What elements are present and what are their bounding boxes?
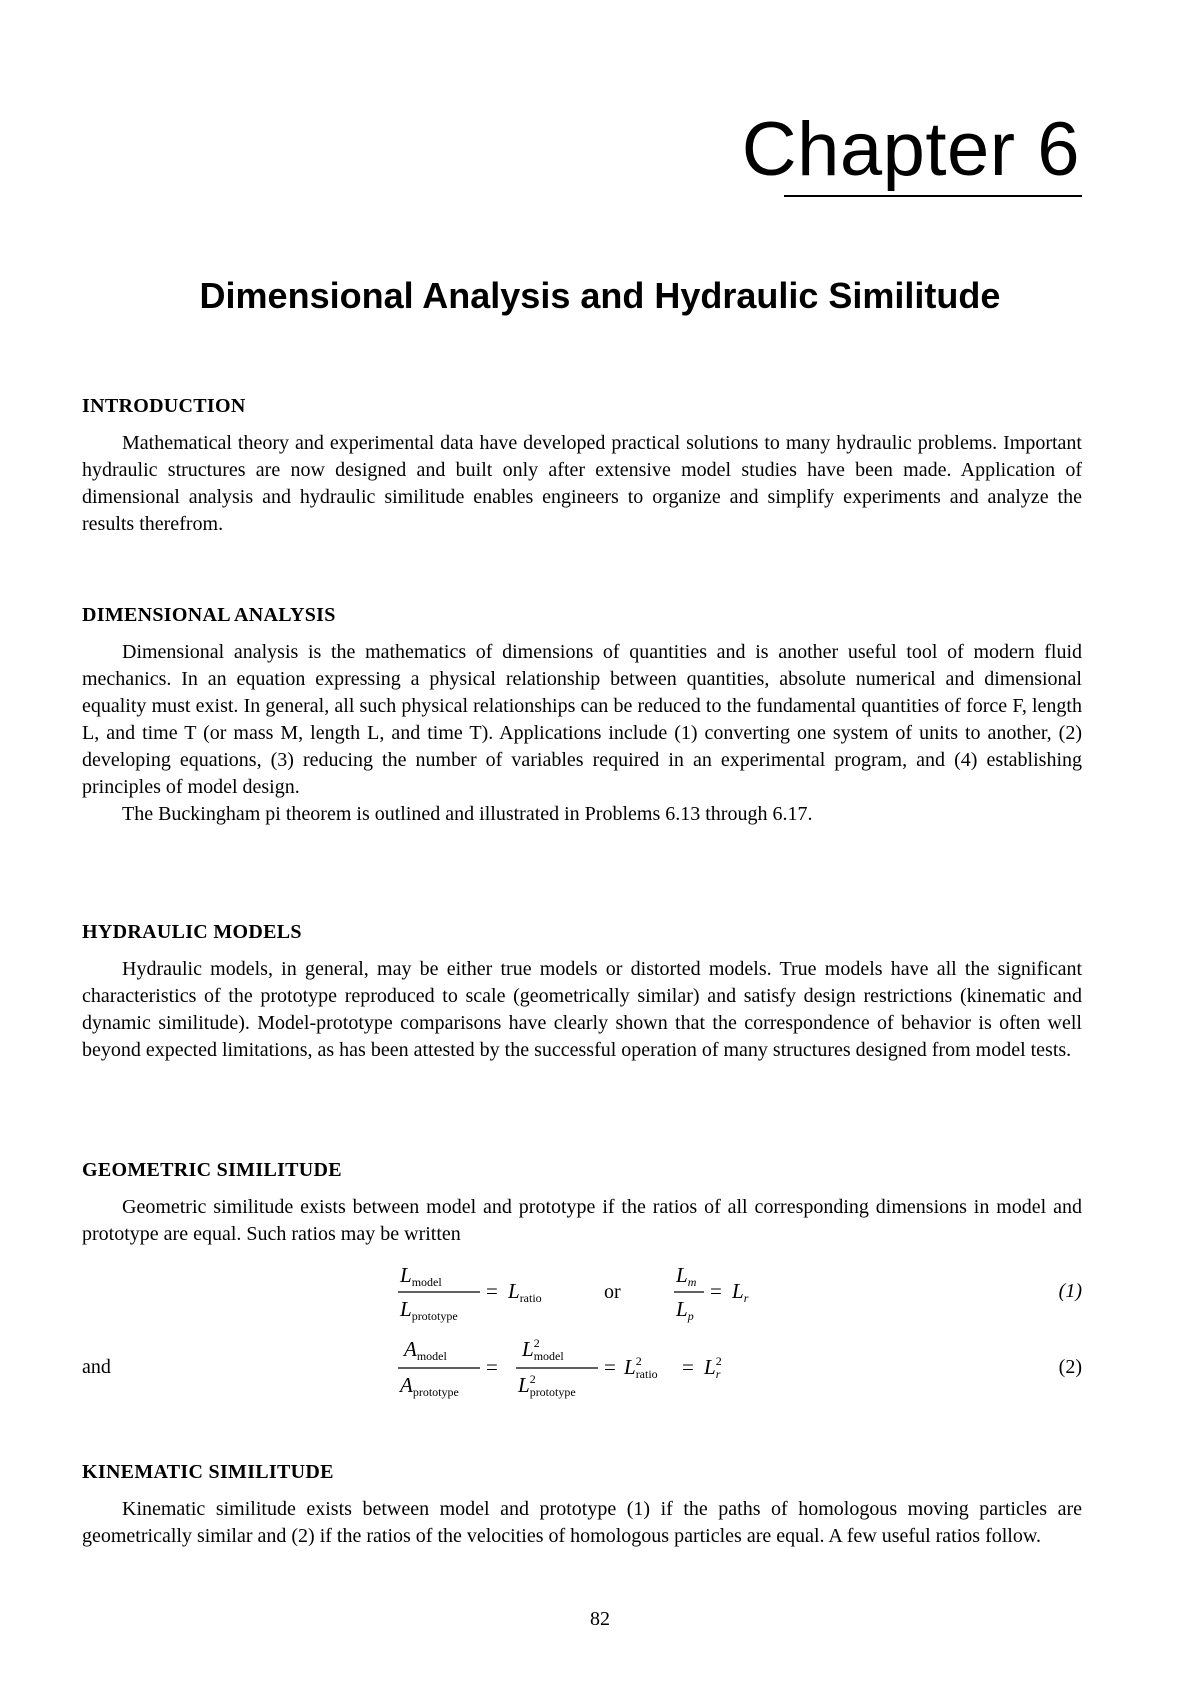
- section-heading: HYDRAULIC MODELS: [82, 921, 302, 943]
- paragraph: Geometric similitude exists between model and prototype if the ratios of all corresponding dimensions in model and prototype are equal. Such ratios may be written: [82, 1196, 1082, 1245]
- paragraph: Kinematic similitude exists between model and prototype (1) if the paths of homologous moving particles are geometrically similar and (2) if the ratios of the velocities of homologous particles are equal. A few useful ratios follow.: [82, 1498, 1082, 1547]
- eq1-connector: or: [604, 1281, 621, 1303]
- chapter-title: Dimensional Analysis and Hydraulic Similitude: [199, 275, 1001, 316]
- equation-number: (2): [1058, 1356, 1082, 1378]
- section-dimensional-analysis: [82, 603, 1082, 828]
- section-heading: DIMENSIONAL ANALYSIS: [82, 604, 336, 626]
- section-heading: KINEMATIC SIMILITUDE: [82, 1461, 334, 1483]
- equals-sign: =: [486, 1355, 498, 1379]
- eq1-alt-numerator: Lm: [676, 1263, 697, 1289]
- paragraph: Hydraulic models, in general, may be either true models or distorted models. True models have all the significant characteristics of the prototype reproduced to scale (geometrically similar) and satisfy design restrictions (kinematic and dynamic similitude). Model-prototype comparisons have clearly shown that the correspondence of behavior is often well beyond expected limitations, as has been attested by the successful operation of many structures designed from model tests.: [82, 958, 1082, 1061]
- page-number: 82: [590, 1608, 610, 1630]
- eq2-length-denominator: $L^2$ prototype: [518, 1372, 576, 1399]
- equation-lead-word: and: [82, 1356, 111, 1378]
- eq2-area-denominator: Aprototype: [400, 1373, 459, 1399]
- equals-sign: =: [604, 1355, 616, 1379]
- section-hydraulic-models: [82, 920, 1082, 1064]
- eq1-denominator: Lprototype: [400, 1297, 458, 1323]
- equation-1-math: [82, 1258, 1082, 1328]
- equals-sign: =: [710, 1279, 722, 1303]
- equation-2: [82, 1332, 1082, 1402]
- section-heading: GEOMETRIC SIMILITUDE: [82, 1159, 342, 1181]
- section-introduction: [82, 394, 1082, 538]
- paragraph: The Buckingham pi theorem is outlined and illustrated in Problems 6.13 through 6.17.: [122, 803, 813, 825]
- paragraph: Mathematical theory and experimental data have developed practical solutions to many hydraulic problems. Important hydraulic structures are now designed and built only after extensive model studies have been made. Application of dimensional analysis and hydraulic similitude enables engineers to organize and simplify experiments and analyze the results therefrom.: [82, 432, 1082, 535]
- equation-number: (1): [1058, 1280, 1082, 1302]
- eq2-ratio-squared: $L^2$ ratio: [624, 1354, 658, 1381]
- section-geometric-similitude: [82, 1158, 1082, 1248]
- equals-sign: =: [486, 1279, 498, 1303]
- chapter-label: Chapter 6: [741, 107, 1080, 192]
- eq2-area-numerator: Amodel: [404, 1337, 447, 1363]
- section-heading: INTRODUCTION: [82, 395, 246, 417]
- eq1-alt-denominator: Lp: [676, 1297, 694, 1323]
- equation-1: [82, 1258, 1082, 1328]
- eq1-ratio: Lratio: [508, 1279, 542, 1305]
- eq2-r-squared: $L^2$ r: [704, 1354, 722, 1381]
- chapter-rule: [784, 195, 1082, 197]
- eq1-numerator: Lmodel: [400, 1263, 442, 1289]
- equals-sign: =: [682, 1355, 694, 1379]
- paragraph: Dimensional analysis is the mathematics of dimensions of quantities and is another useful tool of modern fluid mechanics. In an equation expressing a physical relationship between quantities, absolute numerical and dimensional equality must exist. In general, all such physical relationships can be reduced to the fundamental quantities of force F, length L, and time T (or mass M, length L, and time T). Applications include (1) converting one system of units to another, (2) developing equations, (3) reducing the number of variables required in an experimental program, and (4) establishing principles of model design.: [82, 641, 1082, 798]
- eq1-alt-ratio: Lr: [732, 1279, 749, 1305]
- eq2-length-numerator: $L^2$ model: [522, 1336, 564, 1363]
- equation-2-math: [82, 1332, 1082, 1402]
- section-kinematic-similitude: [82, 1460, 1082, 1550]
